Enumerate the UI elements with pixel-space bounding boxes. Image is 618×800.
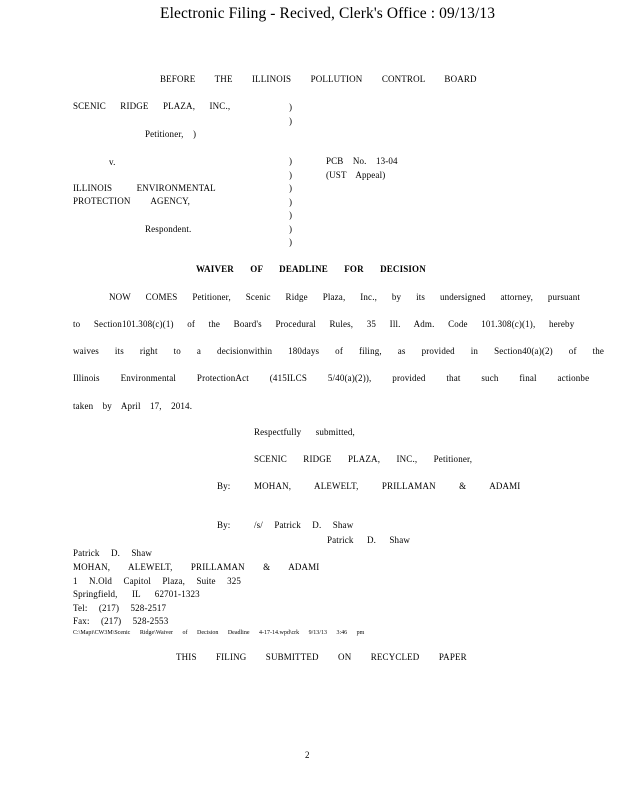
body-line-5: taken by April 17, 2014. [73,401,193,411]
respondent-line-2: PROTECTION AGENCY, [73,196,191,206]
document-title: WAIVER OF DEADLINE FOR DECISION [196,264,426,274]
caption-paren: ) [289,223,293,234]
caption-paren: ) [289,115,293,126]
by-label-1: By: [217,481,231,491]
caption-divider [289,101,297,250]
caption-paren: ) [289,237,293,247]
body-line-2: to Section101.308(c)(1) of the Board's Procedural Rules, 35 Ill. Adm. Code 101.308(c)(1), hereby [73,319,575,329]
address-line-1: Patrick D. Shaw [73,548,152,558]
versus: v. [109,157,116,167]
recycled-paper-notice: THIS FILING SUBMITTED ON RECYCLED PAPER [176,652,467,662]
board-title: BEFORE THE ILLINOIS POLLUTION CONTROL BOARD [160,74,477,84]
address-line-2: MOHAN, ALEWELT, PRILLAMAN & ADAMI [73,562,320,572]
by-label-2: By: [217,520,231,530]
body-line-1: NOW COMES Petitioner, Scenic Ridge Plaza, Inc., by its undersigned attorney, pursuant [109,292,581,302]
page-number: 2 [305,750,310,760]
caption-paren: ) [289,156,293,166]
caption-paren: ) [289,183,293,193]
filing-stamp: Electronic Filing - Recived, Clerk's Office : 09/13/13 [160,5,496,22]
caption-paren [289,128,297,155]
address-line-4: Springfield, IL 62701-1323 [73,589,200,599]
body-line-3: waives its right to a decisionwithin 180days of filing, as provided in Section40(a)(2) of the [73,346,605,356]
party-line: SCENIC RIDGE PLAZA, INC., Petitioner, [254,454,473,464]
petitioner-name: SCENIC RIDGE PLAZA, INC., [73,101,231,111]
petitioner-role: Petitioner, [145,129,184,139]
caption-paren: ) [289,169,293,180]
respondent-role: Respondent. [145,224,192,234]
signature-line: /s/ Patrick D. Shaw [254,520,354,530]
file-path-footer: C:\Mapi\CW3M\Scenic Ridge\Waiver of Decision Deadline 4-17-14.wpd\crk 9/13/13 3:46 pm [73,630,365,636]
firm-name: MOHAN, ALEWELT, PRILLAMAN & ADAMI [254,481,521,491]
respondent-line-1: ILLINOIS ENVIRONMENTAL [73,183,216,193]
telephone: Tel: (217) 528-2517 [73,603,167,613]
address-line-3: 1 N.Old Capitol Plaza, Suite 325 [73,576,242,586]
body-line-4: Illinois Environmental ProtectionAct (415ILCS 5/40(a)(2)), provided that such final actionbe [73,373,590,383]
fax: Fax: (217) 528-2553 [73,616,169,626]
caption-paren: ) [289,196,293,207]
caption-paren: ) [289,210,293,220]
case-type: (UST Appeal) [326,170,386,180]
caption-paren: ) [289,102,293,112]
respectfully-submitted: Respectfully submitted, [254,427,355,437]
case-number: PCB No. 13-04 [326,156,398,166]
petitioner-paren: ) [193,129,197,139]
signer-name: Patrick D. Shaw [327,535,410,545]
